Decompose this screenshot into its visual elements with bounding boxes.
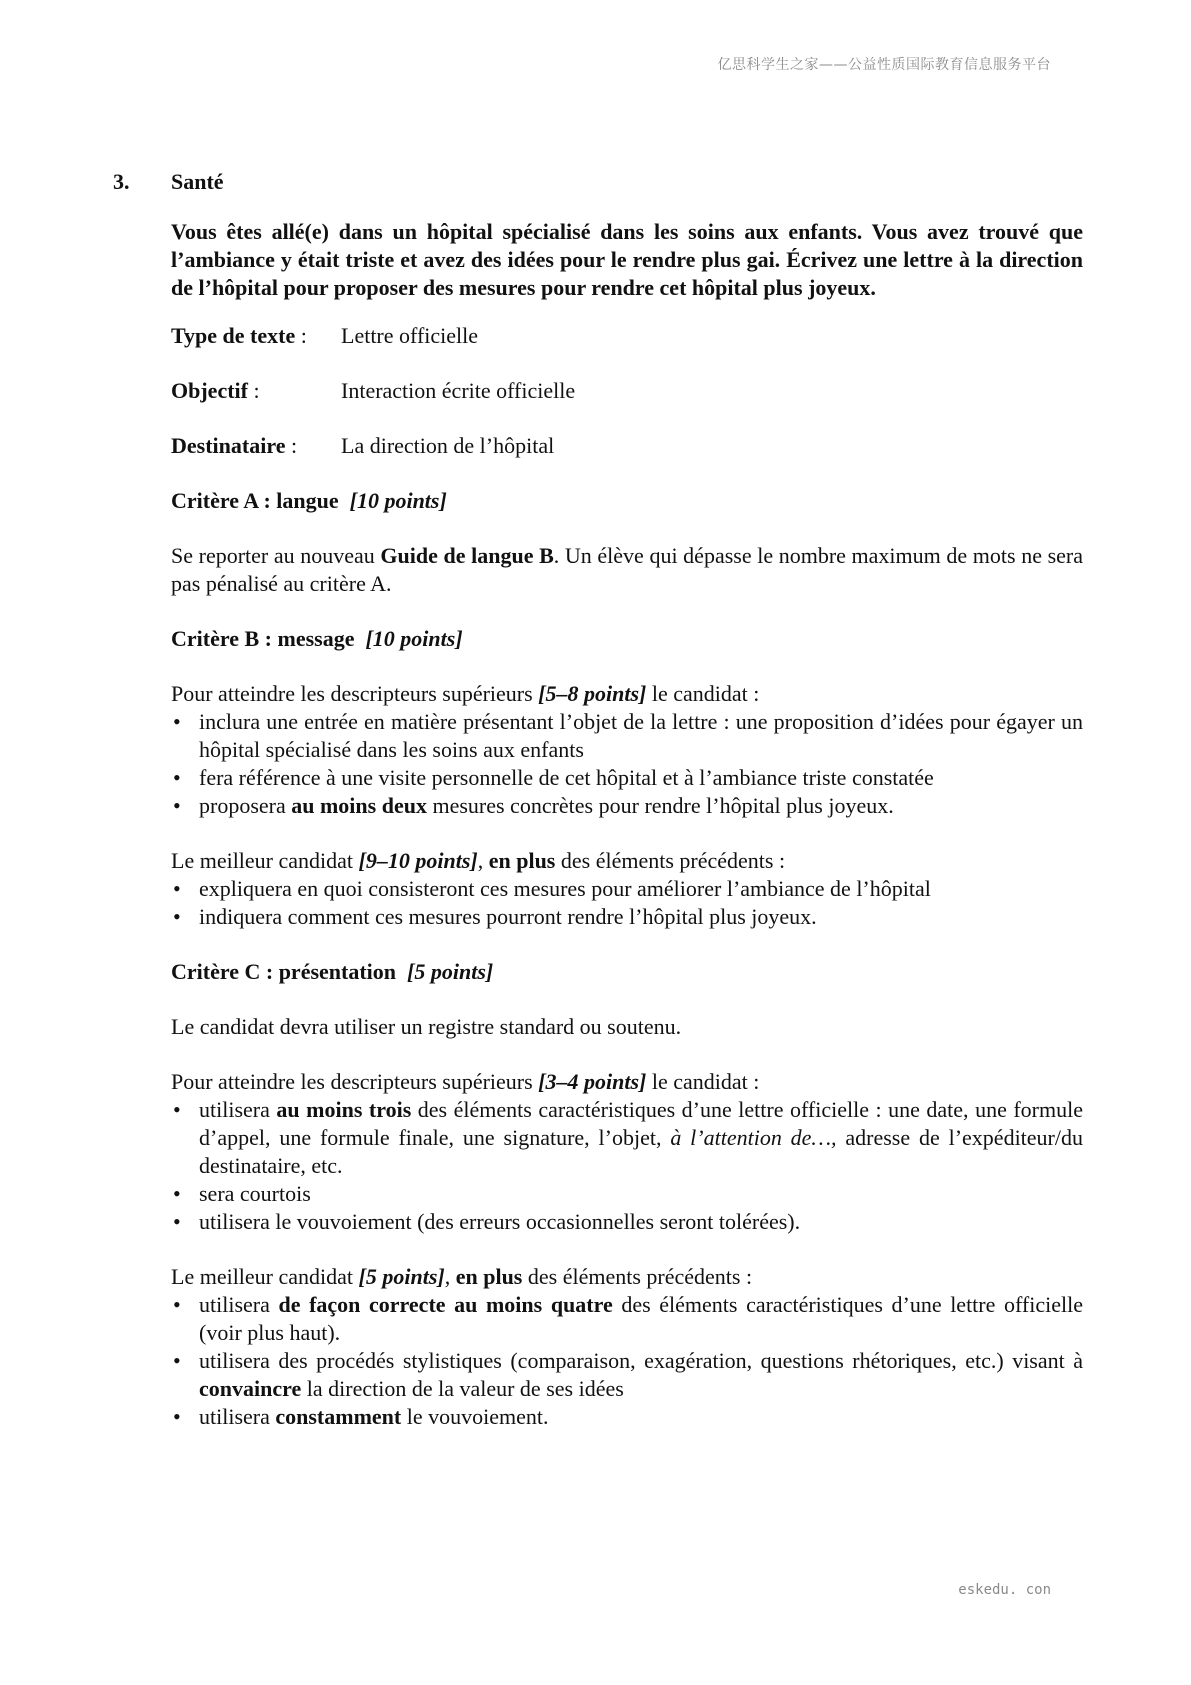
meta-label-objective: Objectif xyxy=(171,378,248,403)
task-meta xyxy=(171,322,1083,460)
list-item: • utilisera au moins trois des éléments caractéristiques d’une lettre officielle : une date, une formule d’appel, une formule finale, une signature, l’objet, à l’attention de…, adresse de l’expéditeur/du destinataire, etc. xyxy=(171,1096,1083,1180)
document-content xyxy=(113,168,1083,1431)
criterion-a-text: Se reporter au nouveau Guide de langue B. Un élève qui dépasse le nombre maximum de mots ne sera pas pénalisé au critère A. xyxy=(171,543,1083,596)
criterion-c-best-list xyxy=(171,1291,1083,1431)
section-heading xyxy=(113,168,1083,196)
list-item: • utilisera des procédés stylistiques (comparaison, exagération, questions rhétoriques, etc.) visant à convaincre la direction de la valeur de ses idées xyxy=(171,1347,1083,1403)
criterion-b-title: Critère B : message [10 points] xyxy=(171,626,463,651)
list-item: • fera référence à une visite personnelle de cet hôpital et à l’ambiance triste constatée xyxy=(171,764,1083,792)
criterion-b-best-list xyxy=(171,875,1083,931)
criterion-c-title: Critère C : présentation [5 points] xyxy=(171,959,494,984)
page-footer: eskedu. con xyxy=(958,1582,1051,1598)
meta-value-objective: Interaction écrite officielle xyxy=(341,378,576,403)
criterion-b-best: Le meilleur candidat [9–10 points], en plus des éléments précédents : xyxy=(171,848,786,873)
criterion-a-title: Critère A : langue [10 points] xyxy=(171,488,447,513)
list-item: • indiquera comment ces mesures pourront rendre l’hôpital plus joyeux. xyxy=(171,903,1083,931)
list-item: • inclura une entrée en matière présentant l’objet de la lettre : une proposition d’idées pour égayer un hôpital spécialisé dans les soins aux enfants xyxy=(171,708,1083,764)
task-prompt: Vous êtes allé(e) dans un hôpital spécialisé dans les soins aux enfants. Vous avez trouvé que l’ambiance y était triste et avez des idées pour le rendre plus gai. Écrivez une lettre à la direction de l’hôpital pour proposer des mesures pour rendre cet hôpital plus joyeux. xyxy=(171,219,1083,300)
meta-row-recipient: Destinataire : La direction de l’hôpital xyxy=(171,433,555,458)
list-item: • sera courtois xyxy=(171,1180,1083,1208)
criterion-c-list xyxy=(171,1096,1083,1236)
list-item: • utilisera de façon correcte au moins quatre des éléments caractéristiques d’une lettre officielle (voir plus haut). xyxy=(171,1291,1083,1347)
list-item: • utilisera le vouvoiement (des erreurs occasionnelles seront tolérées). xyxy=(171,1208,1083,1236)
meta-value-recipient: La direction de l’hôpital xyxy=(341,433,555,458)
meta-label-recipient: Destinataire xyxy=(171,433,286,458)
meta-row-objective: Objectif : Interaction écrite officielle xyxy=(171,378,576,403)
list-item: • expliquera en quoi consisteront ces mesures pour améliorer l’ambiance de l’hôpital xyxy=(171,875,1083,903)
list-item: • proposera au moins deux mesures concrètes pour rendre l’hôpital plus joyeux. xyxy=(171,792,1083,820)
section-title: Santé xyxy=(171,169,224,194)
meta-value-type: Lettre officielle xyxy=(341,323,479,348)
criterion-b-list xyxy=(171,708,1083,820)
criterion-c-intro: Pour atteindre les descripteurs supérieurs [3–4 points] le candidat : xyxy=(171,1069,760,1094)
criterion-c-register: Le candidat devra utiliser un registre standard ou soutenu. xyxy=(171,1014,682,1039)
section-number: 3. xyxy=(113,169,130,194)
meta-label-type: Type de texte xyxy=(171,323,296,348)
criterion-c-best: Le meilleur candidat [5 points], en plus des éléments précédents : xyxy=(171,1264,753,1289)
page-header: 亿思科学生之家——公益性质国际教育信息服务平台 xyxy=(717,57,1051,73)
list-item: • utilisera constamment le vouvoiement. xyxy=(171,1403,1083,1431)
meta-row-type: Type de texte : Lettre officielle xyxy=(171,323,479,348)
criterion-b-intro: Pour atteindre les descripteurs supérieurs [5–8 points] le candidat : xyxy=(171,681,760,706)
